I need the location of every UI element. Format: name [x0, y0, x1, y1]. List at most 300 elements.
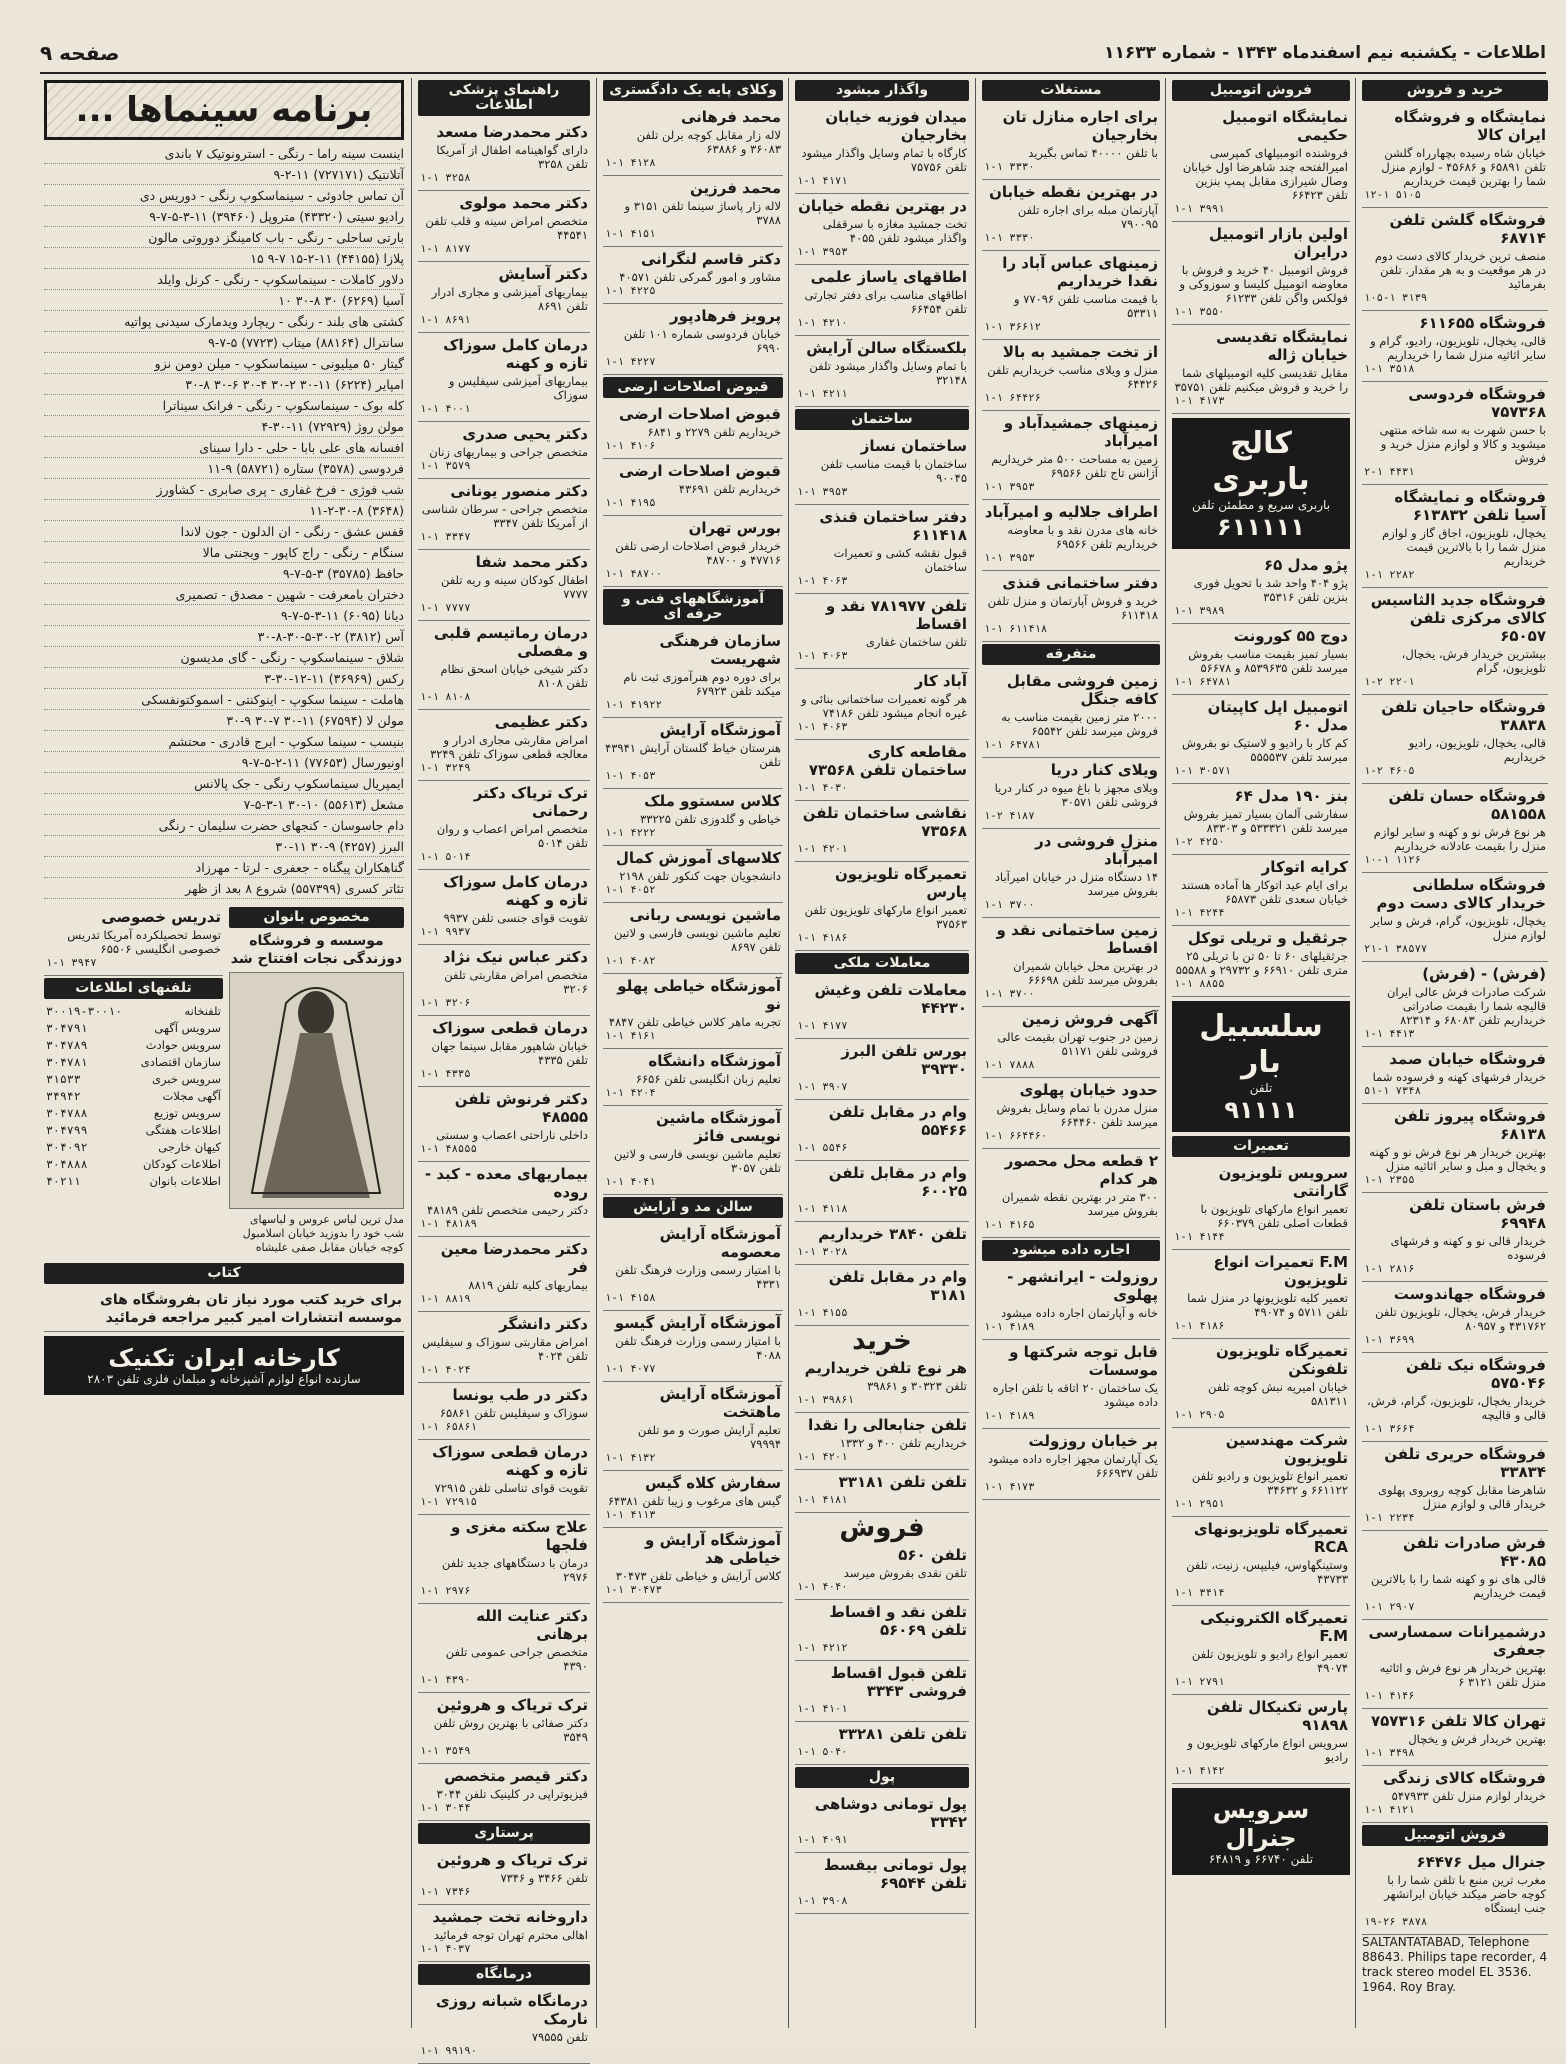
phone-number: ۳۰۰۱۹-۳۰۰۱۰ [46, 1004, 123, 1018]
cinema-list [44, 146, 404, 899]
ad-code: ۱-۱ ۴۰۲۴ [420, 1364, 471, 1376]
display-ad-title: سلسبیل بار [1199, 1009, 1323, 1080]
ad-title: حدود خیابان پهلوی [1019, 1081, 1158, 1099]
ad-code: ۱-۱ ۳۹۵۳ [984, 552, 1035, 564]
ad-title: برای اجاره منازل تان بخارجیان [1002, 108, 1158, 144]
ad-title: اتومبیل اپل کاپیتان مدل ۶۰ [1207, 698, 1348, 734]
women-ad-body: موسسه و فروشگاه دوزندگی نجات افتتاح شد [230, 933, 403, 967]
ad-title: دکتر قیصر متخصص [444, 1767, 588, 1785]
ad-title: آگهی فروش زمین [1021, 1010, 1158, 1028]
ad-body: مغرب ترین منبع با تلفن شما را با کوچه حاضر میکند خیابان ایرانشهر جنب ایستگاه [1384, 1873, 1546, 1915]
phone-number: ۳۴۹۴۲ [46, 1089, 81, 1103]
column-divider [975, 78, 976, 2028]
ad-body: گیس های مرغوب و زیبا تلفن ۶۴۳۸۱ [607, 1494, 781, 1508]
display-ad-title: کالج باربری [1212, 426, 1310, 497]
bride-figure-illustration [229, 972, 404, 1209]
classified-ad [982, 571, 1160, 642]
cinema-listing: دختران بامعرفت - شهین - مصدق - تصمیری [44, 587, 404, 605]
ad-body: با امتیاز رسمی وزارت فرهنگ تلفن ۴۳۳۱ [615, 1263, 781, 1291]
ad-title: درمانگاه شبانه روزی نارمک [435, 1992, 588, 2028]
ad-title: پول تومانی بیقسط تلفن ۶۹۵۴۴ [823, 1856, 967, 1892]
classified-ad [603, 1471, 783, 1528]
cinema-listing: قفس عشق - رنگی - ان الدلون - جون لاندا [44, 524, 404, 542]
display-ad-sub: سازنده انواع لوازم آشپزخانه و مبلمان فلزی تلفن ۲۸۰۳ [87, 1372, 361, 1386]
section-header: مستغلات [982, 80, 1160, 101]
classified-ad [982, 1007, 1160, 1078]
classified-ad [603, 846, 783, 903]
ad-code: ۱-۱ ۳۹۸۶۱ [797, 1394, 854, 1406]
cinema-listing: کله بوک - سینماسکوپ - رنگی - فرانک سیناترا [44, 398, 404, 416]
ad-body: بیماریهای آمیزشی سیفلیس و سوزاک [448, 374, 588, 402]
ad-code: ۲-۱ ۴۴۳۱ [1364, 466, 1415, 478]
classified-ad [982, 669, 1160, 758]
ad-body: کارگاه با تمام وسایل واگذار میشود تلفن ۷۵۷۵۶ [801, 146, 967, 174]
ad-code: ۱-۱ ۳۶۹۹ [1364, 1334, 1415, 1346]
ad-title: فروشگاه حسان تلفن ۵۸۱۵۵۸ [1388, 787, 1546, 823]
ad-code: ۱-۱ ۳۹۵۳ [797, 246, 848, 258]
ad-code: ۱-۱ ۴۲۱۰ [797, 317, 848, 329]
classified-ad [418, 1905, 590, 1962]
ad-code: ۱-۱ ۴۰۵۲ [605, 884, 656, 896]
cinema-listing: شلاق - سینماسکوپ - رنگی - گای مدیسون [44, 650, 404, 668]
ad-body: آپارتمان مبله برای اجاره تلفن ۷۹۰۰۹۵ [1017, 203, 1158, 231]
ad-title: (فرش) - (فرش) [1422, 965, 1546, 983]
classified-ad [795, 801, 969, 862]
cinema-listing: اونیورسال (۷۷۶۵۳) ۱۱-۲-۵-۷-۹ [44, 755, 404, 773]
classified-ad [1172, 325, 1350, 414]
classified-ad [603, 1382, 783, 1471]
column-divider [788, 78, 789, 2028]
ad-body: خیابان فردوسی شماره ۱۰۱ تلفن ۶۹۹۰ [623, 327, 781, 355]
section-header: آموزشگاههای فنی و حرفه ای [603, 589, 783, 625]
ad-code: ۱-۱ ۲۳۵۵ [1364, 1174, 1415, 1186]
ad-body: خیاطی و گلدوزی تلفن ۳۳۲۲۵ [640, 812, 781, 826]
classified-ad [1362, 1193, 1548, 1282]
phone-row [44, 1105, 223, 1122]
classified-ad [418, 1764, 590, 1821]
ad-body: منزل مدرن با تمام وسایل بفروش میرسد تلفن ۶۶۴۴۶۰ [996, 1101, 1158, 1129]
ad-title: تلفن تلفن ۳۳۱۸۱ [838, 1473, 967, 1491]
ad-title: دکتر عباس نیک نژاد [442, 948, 588, 966]
ad-title: زمینهای جمشیدآباد و امیرآباد [1003, 414, 1158, 450]
ad-title: تعمیرگاه تلویزیون تلفونکن [1215, 1342, 1348, 1378]
classified-ad [795, 194, 969, 265]
ad-code: ۱-۱ ۴۱۷۷ [797, 1020, 848, 1032]
phone-directory [44, 1003, 223, 1190]
ad-code: ۱-۱ ۴۱۸۶ [1174, 1320, 1225, 1332]
phone-row [44, 1037, 223, 1054]
ad-code: ۱-۱ ۴۸۵۵۵ [420, 1143, 477, 1155]
cinema-listing: افسانه های علی بابا - حلی - دارا سینای [44, 440, 404, 458]
ad-code: ۱-۱ ۳۳۳۰ [984, 161, 1035, 173]
display-ad-salsabil [1172, 1001, 1350, 1132]
book-ad [44, 1288, 404, 1332]
classified-ad [603, 1106, 783, 1195]
ad-body: تلفن ۷۹۵۵۵ [531, 2030, 588, 2044]
phone-label: سرویس توزیع [153, 1106, 221, 1120]
ad-body: دانشجویان جهت کنکور تلفن ۲۱۹۸ [619, 869, 781, 883]
ad-title: دکتر دانشگر [499, 1315, 588, 1333]
display-ad-college [1172, 418, 1350, 549]
ad-title: درمان قطعی سوزاک [432, 1019, 588, 1037]
classified-ad [418, 1087, 590, 1162]
display-ad-service [1172, 1788, 1350, 1875]
section-header: ساختمان [795, 409, 969, 430]
classified-ad [418, 1016, 590, 1087]
ad-code: ۱-۱ ۳۳۳۰ [984, 232, 1035, 244]
ad-body: اهالی محترم تهران توجه فرمائید [433, 1928, 588, 1942]
phone-label: سرویس آگهی [154, 1021, 221, 1035]
ad-title: اطاقهای یاساز علمی [810, 268, 967, 286]
ad-body: تعلیم ماشین نویسی فارسی و لاتین تلفن ۳۰۵۷ [614, 1147, 781, 1175]
ad-title: اطراف جلالیه و امیرآباد [984, 503, 1158, 521]
ad-title: فروشگاه جدید الثاسیس کالای مرکزی تلفن ۶۵۰۵۷ [1370, 591, 1546, 645]
ad-title: درمان قطعی سوزاک تازه و کهنه [432, 1443, 588, 1479]
display-ad-sub: تلفن [1249, 1081, 1273, 1095]
ad-title: ترک تریاک دکتر رحمانی [473, 784, 588, 820]
classified-ad [603, 789, 783, 846]
ad-body: بهترین خریدار هر نوع فرش و اثاثیه منزل تلفن ۳۱۲۱ ۶ [1379, 1661, 1546, 1689]
ad-body: بیماریهای کلیه تلفن ۸۸۱۹ [468, 1278, 588, 1292]
ad-title: میدان فوزیه خیابان بخارجیان [825, 108, 967, 144]
classified-ad [795, 1543, 969, 1600]
cinema-listing: آن تماس جادوئی - سینماسکوپ رنگی - دوریس دی [44, 188, 404, 206]
ad-body: خریدار قالی نو و کهنه و فرشهای فرسوده [1390, 1234, 1546, 1262]
classified-ad [1172, 553, 1350, 624]
section-header: سالن مد و آرایش [603, 1197, 783, 1218]
ad-title: دوج ۵۵ کورونت [1233, 627, 1348, 645]
ad-code: ۱-۱ ۶۴۷۸۱ [984, 739, 1041, 751]
ad-title: آموزشگاه دانشگاه [648, 1052, 781, 1070]
ad-body: برای ایام عید اتوکار ها آماده هستند خیابان سعدی تلفن ۶۵۸۷۳ [1181, 878, 1348, 906]
ad-code: ۱-۱ ۴۰۴۱ [605, 1176, 656, 1188]
section-header: متفرقه [982, 644, 1160, 665]
classified-ad [795, 669, 969, 740]
ad-title: نقاشی ساختمان تلفن ۷۳۵۶۸ [802, 804, 967, 840]
ad-body: تلفن ۳۰۳۲۳ و ۳۹۸۶۱ [867, 1379, 967, 1393]
ad-body: تعلیم ماشین نویسی فارسی و لاتین تلفن ۸۶۹۷ [614, 926, 781, 954]
section-header: مخصوص بانوان [229, 907, 404, 928]
ad-code: ۱-۲ ۲۲۰۱ [1364, 676, 1415, 688]
ad-code: ۱-۱ ۸۸۵۵ [1174, 978, 1225, 990]
classified-ad [418, 333, 590, 422]
ad-title: در بهترین نقطه خیابان [798, 197, 967, 215]
cinema-listing: کشتی های بلند - رنگی - ریچارد ویدمارک سیدنی پواتیه [44, 314, 404, 332]
classified-ad [795, 1265, 969, 1326]
classified-ad [795, 1600, 969, 1661]
classified-ad [1172, 105, 1350, 222]
ad-code: ۱-۱ ۳۵۷۹ [420, 460, 471, 472]
phone-row [44, 1003, 223, 1020]
classified-ad [1362, 1766, 1548, 1823]
ad-body: سوزاک و سیفلیس تلفن ۶۵۸۶۱ [439, 1406, 588, 1420]
classified-ad [795, 1039, 969, 1100]
ad-body: تعلیم زبان انگلیسی تلفن ۶۶۵۶ [635, 1072, 781, 1086]
cinema-listing: سنگام - رنگی - راج کاپور - ویجنتی مالا [44, 545, 404, 563]
classified-ad [1362, 1047, 1548, 1104]
ad-body: در بهترین محل خیابان شمیران بفروش میرسد تلفن ۶۶۶۹۸ [1013, 959, 1158, 987]
cinema-listing: آتلانتیک (۷۲۷۱۷۱) ۱۱-۲-۹ [44, 167, 404, 185]
ad-body: تعلیم آرایش صورت و مو تلفن ۷۹۹۹۴ [637, 1423, 781, 1451]
factory-ad [44, 1336, 404, 1395]
ad-code: ۱-۱ ۴۴۱۳ [1364, 1028, 1415, 1040]
ad-body: تقویت قوای جنسی تلفن ۹۹۳۷ [443, 911, 588, 925]
phone-number: ۳۰۴۷۹۹ [46, 1123, 88, 1137]
ad-title: کلاسهای آموزش کمال [615, 849, 781, 867]
ad-body: بهترین خریدار فرش و یخچال [1408, 1732, 1546, 1746]
ad-title: پول تومانی دوشاهی ۳۳۴۲ [814, 1795, 967, 1831]
ad-body: ساختمان با قیمت مناسب تلفن ۹۰۰۴۵ [820, 457, 967, 485]
ad-code: ۱-۱ ۴۱۳۲ [605, 1452, 656, 1464]
ad-title: تلفن جنابعالی را نقدا [808, 1416, 967, 1434]
masthead [40, 34, 1546, 74]
ad-title: بر خیابان روزولت [1028, 1432, 1158, 1450]
ad-code: ۱-۱ ۴۱۸۹ [984, 1410, 1035, 1422]
classified-ad [418, 1604, 590, 1693]
column-6 [418, 78, 590, 2057]
ad-body: سرویس انواع مارکهای تلویزیون و رادیو [1187, 1736, 1348, 1764]
display-ad-title: سرویس جنرال [1212, 1796, 1310, 1852]
ad-body: قالی، یخچال، تلویزیون، رادیو، گرام و سایر اثاثیه منزل شما را خریداریم [1370, 334, 1546, 362]
classified-ad [1362, 873, 1548, 962]
classified-ad [795, 1222, 969, 1265]
ad-title: فرش صادرات تلفن ۴۳۰۸۵ [1402, 1534, 1546, 1570]
ad-title: نمایشگاه اتومبیل حکیمی [1222, 108, 1348, 144]
ad-title: دکتر عظیمی [494, 713, 588, 731]
ad-title: دکتر منصور یونانی [450, 482, 588, 500]
ad-body: تلفن ۳۴۶۶ و ۷۳۴۶ [500, 1871, 588, 1885]
cinema-listing: حافظ (۳۵۷۸۵) ۳-۵-۷-۹ [44, 566, 404, 584]
ad-body: خیابان شاهپور مقابل سینما جهان تلفن ۴۳۳۵ [431, 1039, 588, 1067]
ad-code: ۱-۱ ۴۱۲۱ [1364, 1804, 1415, 1816]
classified-ad [418, 479, 590, 550]
ad-title: آموزشگاه آرایش گیسو [614, 1314, 781, 1332]
ad-title: فروشگاه و نمایشگاه آسیا تلفن ۶۱۳۸۳۲ [1394, 488, 1546, 524]
ad-body: هر نوع فرش نو و کهنه و سایر لوازم منزل را بقیمت عادلانه خریداریم [1373, 825, 1546, 853]
classified-ad [982, 1429, 1160, 1500]
ad-body: دکتر صفائی با بهترین روش تلفن ۳۵۴۹ [433, 1716, 588, 1744]
classified-ad [418, 262, 590, 333]
classified-ad [795, 1792, 969, 1853]
classified-ad [982, 1265, 1160, 1340]
ad-code: ۱-۱ ۴۱۵۸ [605, 1292, 656, 1304]
ad-body: مقابل تقدیسی کلیه اتومبیلهای شما را خرید و فروش میکنیم تلفن ۳۵۷۵۱ [1174, 366, 1348, 394]
display-ad-phone: ۹۱۱۱۱ [1224, 1096, 1298, 1124]
ad-title: وام در مقابل تلفن ۵۵۴۶۶ [828, 1103, 967, 1139]
ad-body: برای خرید کتب مورد نیاز تان بفروشگاه های موسسه انتشارات امیر کبیر مراجعه فرمائید [100, 1292, 402, 1326]
masthead-title: اطلاعات - یکشنبه نیم اسفندماه ۱۳۴۳ - شماره ۱۱۶۳۳ [1104, 43, 1546, 63]
ad-code: ۱-۱ ۵۰۱۴ [420, 851, 471, 863]
ad-title: فروشگاه گلشن تلفن ۶۸۷۱۴ [1389, 211, 1546, 247]
ad-code: ۱-۱ ۳۰۵۷۱ [1174, 765, 1231, 777]
ad-code: ۱-۱ ۴۱۸۶ [797, 932, 848, 944]
ad-title: ساختمان نساز [860, 437, 967, 455]
classified-ad [795, 1100, 969, 1161]
ad-body: برای دوره دوم هنرآموزی ثبت نام میکند تلفن ۶۷۹۲۳ [623, 670, 781, 698]
ad-title: دکتر فرنوش تلفن ۴۸۵۵۵ [454, 1090, 588, 1126]
ad-body: یک ساختمان ۲۰ اتاقه با تلفن اجاره داده میشود [992, 1381, 1158, 1409]
ad-code: ۱-۱ ۷۲۹۱۵ [420, 1496, 477, 1508]
phone-label: تلفنخانه [184, 1004, 221, 1018]
ad-body: قالی های نو و کهنه شما را با بالاترین قیمت خریداریم [1370, 1572, 1546, 1600]
ad-title: تلفن تلفن ۳۳۲۸۱ [838, 1725, 967, 1743]
ad-body: سفارشی آلمان بسیار تمیز بفروش میرسد تلفن ۵۳۳۳۲۱ و ۸۳۳۰۳ [1183, 807, 1348, 835]
ad-title: فروشگاه خیابان صمد [1389, 1050, 1546, 1068]
ad-code: ۲۱-۱ ۳۸۵۷۷ [1364, 943, 1428, 955]
ad-code: ۱-۱ ۶۴۷۸۱ [1174, 676, 1231, 688]
ad-code: ۱-۱ ۲۲۳۴ [1364, 1512, 1415, 1524]
ad-title: F.M تعمیرات انواع تلویزیون [1213, 1253, 1348, 1289]
ad-code: ۱-۱ ۴۱۲۸ [605, 157, 656, 169]
classified-ad [1172, 222, 1350, 325]
ad-code: ۱-۱ ۳۹۵۳ [984, 481, 1035, 493]
ad-body: پژو ۴۰۴ واحد شد با تحویل فوری بنزین تلفن ۳۵۳۱۶ [1193, 576, 1348, 604]
ad-body: کم کار با رادیو و لاستیک نو بفروش میرسد تلفن ۵۵۵۵۳۷ [1181, 736, 1348, 764]
phone-number: ۴۰۲۱۱ [46, 1174, 81, 1188]
ad-code: ۱-۱ ۴۲۲۲ [605, 827, 656, 839]
ad-title: تلفن ۵۶۰ [898, 1546, 967, 1564]
classified-ad [982, 180, 1160, 251]
ad-title: سرویس تلویزیون گارانتی [1218, 1164, 1348, 1200]
section-header: معاملات ملکی [795, 953, 969, 974]
classified-ad [418, 1383, 590, 1440]
classified-ad [603, 718, 783, 789]
cinema-listing: البرز (۴۲۵۷) ۹-۳۰ ۱۱-۳۰ [44, 839, 404, 857]
cinema-listing: مولن روژ (۷۲۹۲۹) ۱۱-۳۰-۴ [44, 419, 404, 437]
classified-ad [418, 422, 590, 479]
display-ad-phone: ۶۱۱۱۱۱ [1217, 513, 1305, 541]
ad-title: آباد کار [914, 672, 967, 690]
english-ad: SALTANTATABAD, Telephone 88643. Philips tape recorder, 4 track stereo model EL 3536. 1964. Roy Bray. [1362, 1935, 1548, 1994]
section-header: تلفنهای اطلاعات [44, 978, 223, 999]
cinema-listing: آس (۳۸۱۲) ۲-۳۰-۵-۳۰-۸-۳۰ [44, 629, 404, 647]
ad-code: ۱-۱ ۴۰۶۳ [797, 721, 848, 733]
classified-ad [1362, 311, 1548, 382]
ad-body: خریدار قبوض اصلاحات ارضی تلفن ۴۷۷۱۶ و ۴۸۷۰۰ [615, 539, 781, 567]
ad-title: محمد فرهانی [680, 108, 781, 126]
classified-ad [795, 265, 969, 336]
ad-title: کرایه اتوکار [1261, 858, 1348, 876]
ad-body: کلاس آرایش و خیاطی تلفن ۳۰۴۷۳ [615, 1569, 781, 1583]
ad-code: ۱-۱ ۵۵۴۶ [797, 1142, 848, 1154]
classified-ad [1172, 926, 1350, 997]
ad-title: مقاطعه کاری ساختمان تلفن ۷۳۵۶۸ [808, 743, 967, 779]
ad-title: پژو مدل ۶۵ [1263, 556, 1348, 574]
classified-ad [418, 945, 590, 1016]
ad-code: ۱-۱ ۲۹۰۵ [1174, 1409, 1225, 1421]
ad-body: خانه های مدرن نقد و با معاوضه خریداریم تلفن ۶۹۵۶۶ [1007, 523, 1158, 551]
ad-code: ۱-۱ ۳۹۰۸ [797, 1895, 848, 1907]
ad-title: فروشگاه جهاندوست [1393, 1285, 1546, 1303]
ad-title: آموزشگاه ماشین نویسی فائز [656, 1109, 781, 1145]
classified-ad [1362, 382, 1548, 485]
ad-body: یک آپارتمان مجهز اجاره داده میشود تلفن ۶۶۶۹۳۷ [987, 1452, 1158, 1480]
phone-number: ۳۰۴۷۹۱ [46, 1021, 88, 1035]
ad-body: خریدار فرش، یخچال، تلویزیون تلفن ۴۳۱۷۶۲ و ۸۰۹۵۷ [1375, 1305, 1546, 1333]
ad-code: ۱-۱ ۴۰۹۱ [797, 1834, 848, 1846]
column-2 [1172, 78, 1350, 2028]
ad-code: ۱-۱ ۳۵۴۹ [420, 1745, 471, 1757]
phone-label: اطلاعات کودکان [142, 1157, 221, 1171]
ad-title: آموزشگاه آرایش [659, 721, 781, 739]
cinema-listing: فردوسی (۳۵۷۸) ستاره (۵۸۷۲۱) ۹-۱۱ [44, 461, 404, 479]
ad-body: تعمیر انواع مارکهای تلویزیون تلفن ۳۷۵۶۳ [804, 903, 967, 931]
ad-title: جنرال میل ۶۴۴۷۶ [1416, 1853, 1546, 1871]
classified-ad [795, 1853, 969, 1914]
ad-code: ۱-۱ ۳۶۶۴ [1364, 1423, 1415, 1435]
ad-code: ۱-۱ ۷۸۸۸ [984, 1059, 1035, 1071]
ad-body: ۱۴ دستگاه منزل در خیابان امیرآباد بفروش میرسد [994, 870, 1158, 898]
ad-title: منزل فروشی در امیرآباد [1035, 832, 1158, 868]
ad-code: ۱-۱ ۴۱۴۶ [1364, 1690, 1415, 1702]
ad-body: لاله زار پاساژ سینما تلفن ۳۱۵۱ و ۳۷۸۸ [624, 199, 781, 227]
ad-title: آموزشگاه آرایش ماهتخت [659, 1385, 781, 1421]
classified-ad [418, 550, 590, 621]
ad-code: ۱-۱ ۴۱۱۸ [797, 1203, 848, 1215]
ad-code: ۱-۱ ۶۶۴۴۶۰ [984, 1130, 1048, 1142]
classified-ad [1172, 1606, 1350, 1695]
ad-code: ۱-۱ ۴۱۷۳ [984, 1481, 1035, 1493]
ad-code: ۱-۱ ۷۳۴۶ [420, 1886, 471, 1898]
classified-ad [795, 336, 969, 407]
classified-ad [1362, 784, 1548, 873]
ad-body: خریدار فرشهای کهنه و فرسوده شما [1372, 1070, 1546, 1084]
ad-code: ۱-۱ ۳۴۹۸ [1364, 1747, 1415, 1759]
ad-code: ۱-۱ ۳۲۴۹ [420, 762, 471, 774]
ad-title: تهران کالا تلفن ۷۵۷۳۱۶ [1371, 1712, 1546, 1730]
ad-title: فروشگاه سلطانی خریدار کالای دست دوم [1376, 876, 1546, 912]
lower-left-block [44, 905, 404, 1255]
classified-ad [418, 1848, 590, 1905]
classified-ad [418, 621, 590, 710]
ad-code: ۱-۱ ۸۱۰۸ [420, 691, 471, 703]
ad-body: فیزیوتراپی در کلینیک تلفن ۳۰۴۴ [436, 1787, 588, 1801]
ad-code: ۱-۱ ۳۷۰۰ [984, 899, 1035, 911]
ad-title: بنز ۱۹۰ مدل ۶۴ [1234, 787, 1348, 805]
phone-row [44, 1122, 223, 1139]
ad-code: ۱-۱ ۴۱۰۱ [797, 1703, 848, 1715]
classified-ad [418, 120, 590, 191]
cinema-listing: سانترال (۸۸۱۶۴) میتاب (۷۷۲۳) ۵-۷-۹ [44, 335, 404, 353]
phone-label: کیهان خارجی [158, 1140, 221, 1154]
ad-title: پرویز فرهادپور [669, 307, 781, 325]
ad-body: ۲۰۰۰ متر زمین بقیمت مناسب به فروش میرسد تلفن ۶۵۵۴۲ [1001, 710, 1158, 738]
phone-row [44, 1088, 223, 1105]
ad-body: فروش اتومبیل ۴۰ خرید و فروش با معاوضه اتومبیل کلیسا و سوزوکی و فولکس واگن تلفن ۶۱۲۳۳ [1179, 263, 1348, 305]
ad-code: ۱-۱ ۸۶۹۱ [420, 314, 471, 326]
ad-code: ۱-۲ ۴۱۸۷ [984, 810, 1035, 822]
ad-code: ۱-۱ ۳۹۵۳ [797, 486, 848, 498]
classified-ad [603, 629, 783, 718]
ad-body: تعمیر انواع تلویزیون و رادیو تلفن ۶۶۱۱۲۲ و ۳۴۶۳۲ [1191, 1469, 1348, 1497]
ad-title: علاج سکته مغزی و فلجها [451, 1518, 588, 1554]
ad-title: فروشگاه حریری تلفن ۳۳۸۳۴ [1384, 1445, 1546, 1481]
ad-title: دکتر عنایت الله برهانی [476, 1607, 588, 1643]
ad-code: ۱-۱ ۴۲۰۱ [797, 1451, 848, 1463]
ad-title: دکتر محمدرضا معین فر [440, 1240, 588, 1276]
ad-code: ۱-۱ ۴۲۴۴ [1174, 907, 1225, 919]
classified-ad [603, 105, 783, 176]
phone-row [44, 1173, 223, 1190]
ad-title: قابل توجه شرکتها و موسسات [1009, 1343, 1158, 1379]
phone-number: ۳۰۴۰۹۲ [46, 1140, 88, 1154]
ad-body: مشاور و امور گمرکی تلفن ۴۰۵۷۱ [619, 270, 781, 284]
classified-ad [603, 974, 783, 1049]
ad-code: ۱۰۵-۱ ۳۱۳۹ [1364, 292, 1428, 304]
column-4 [795, 78, 969, 2028]
classified-ad [1362, 1282, 1548, 1353]
ad-code: ۱-۱ ۴۰۶۳ [797, 575, 848, 587]
